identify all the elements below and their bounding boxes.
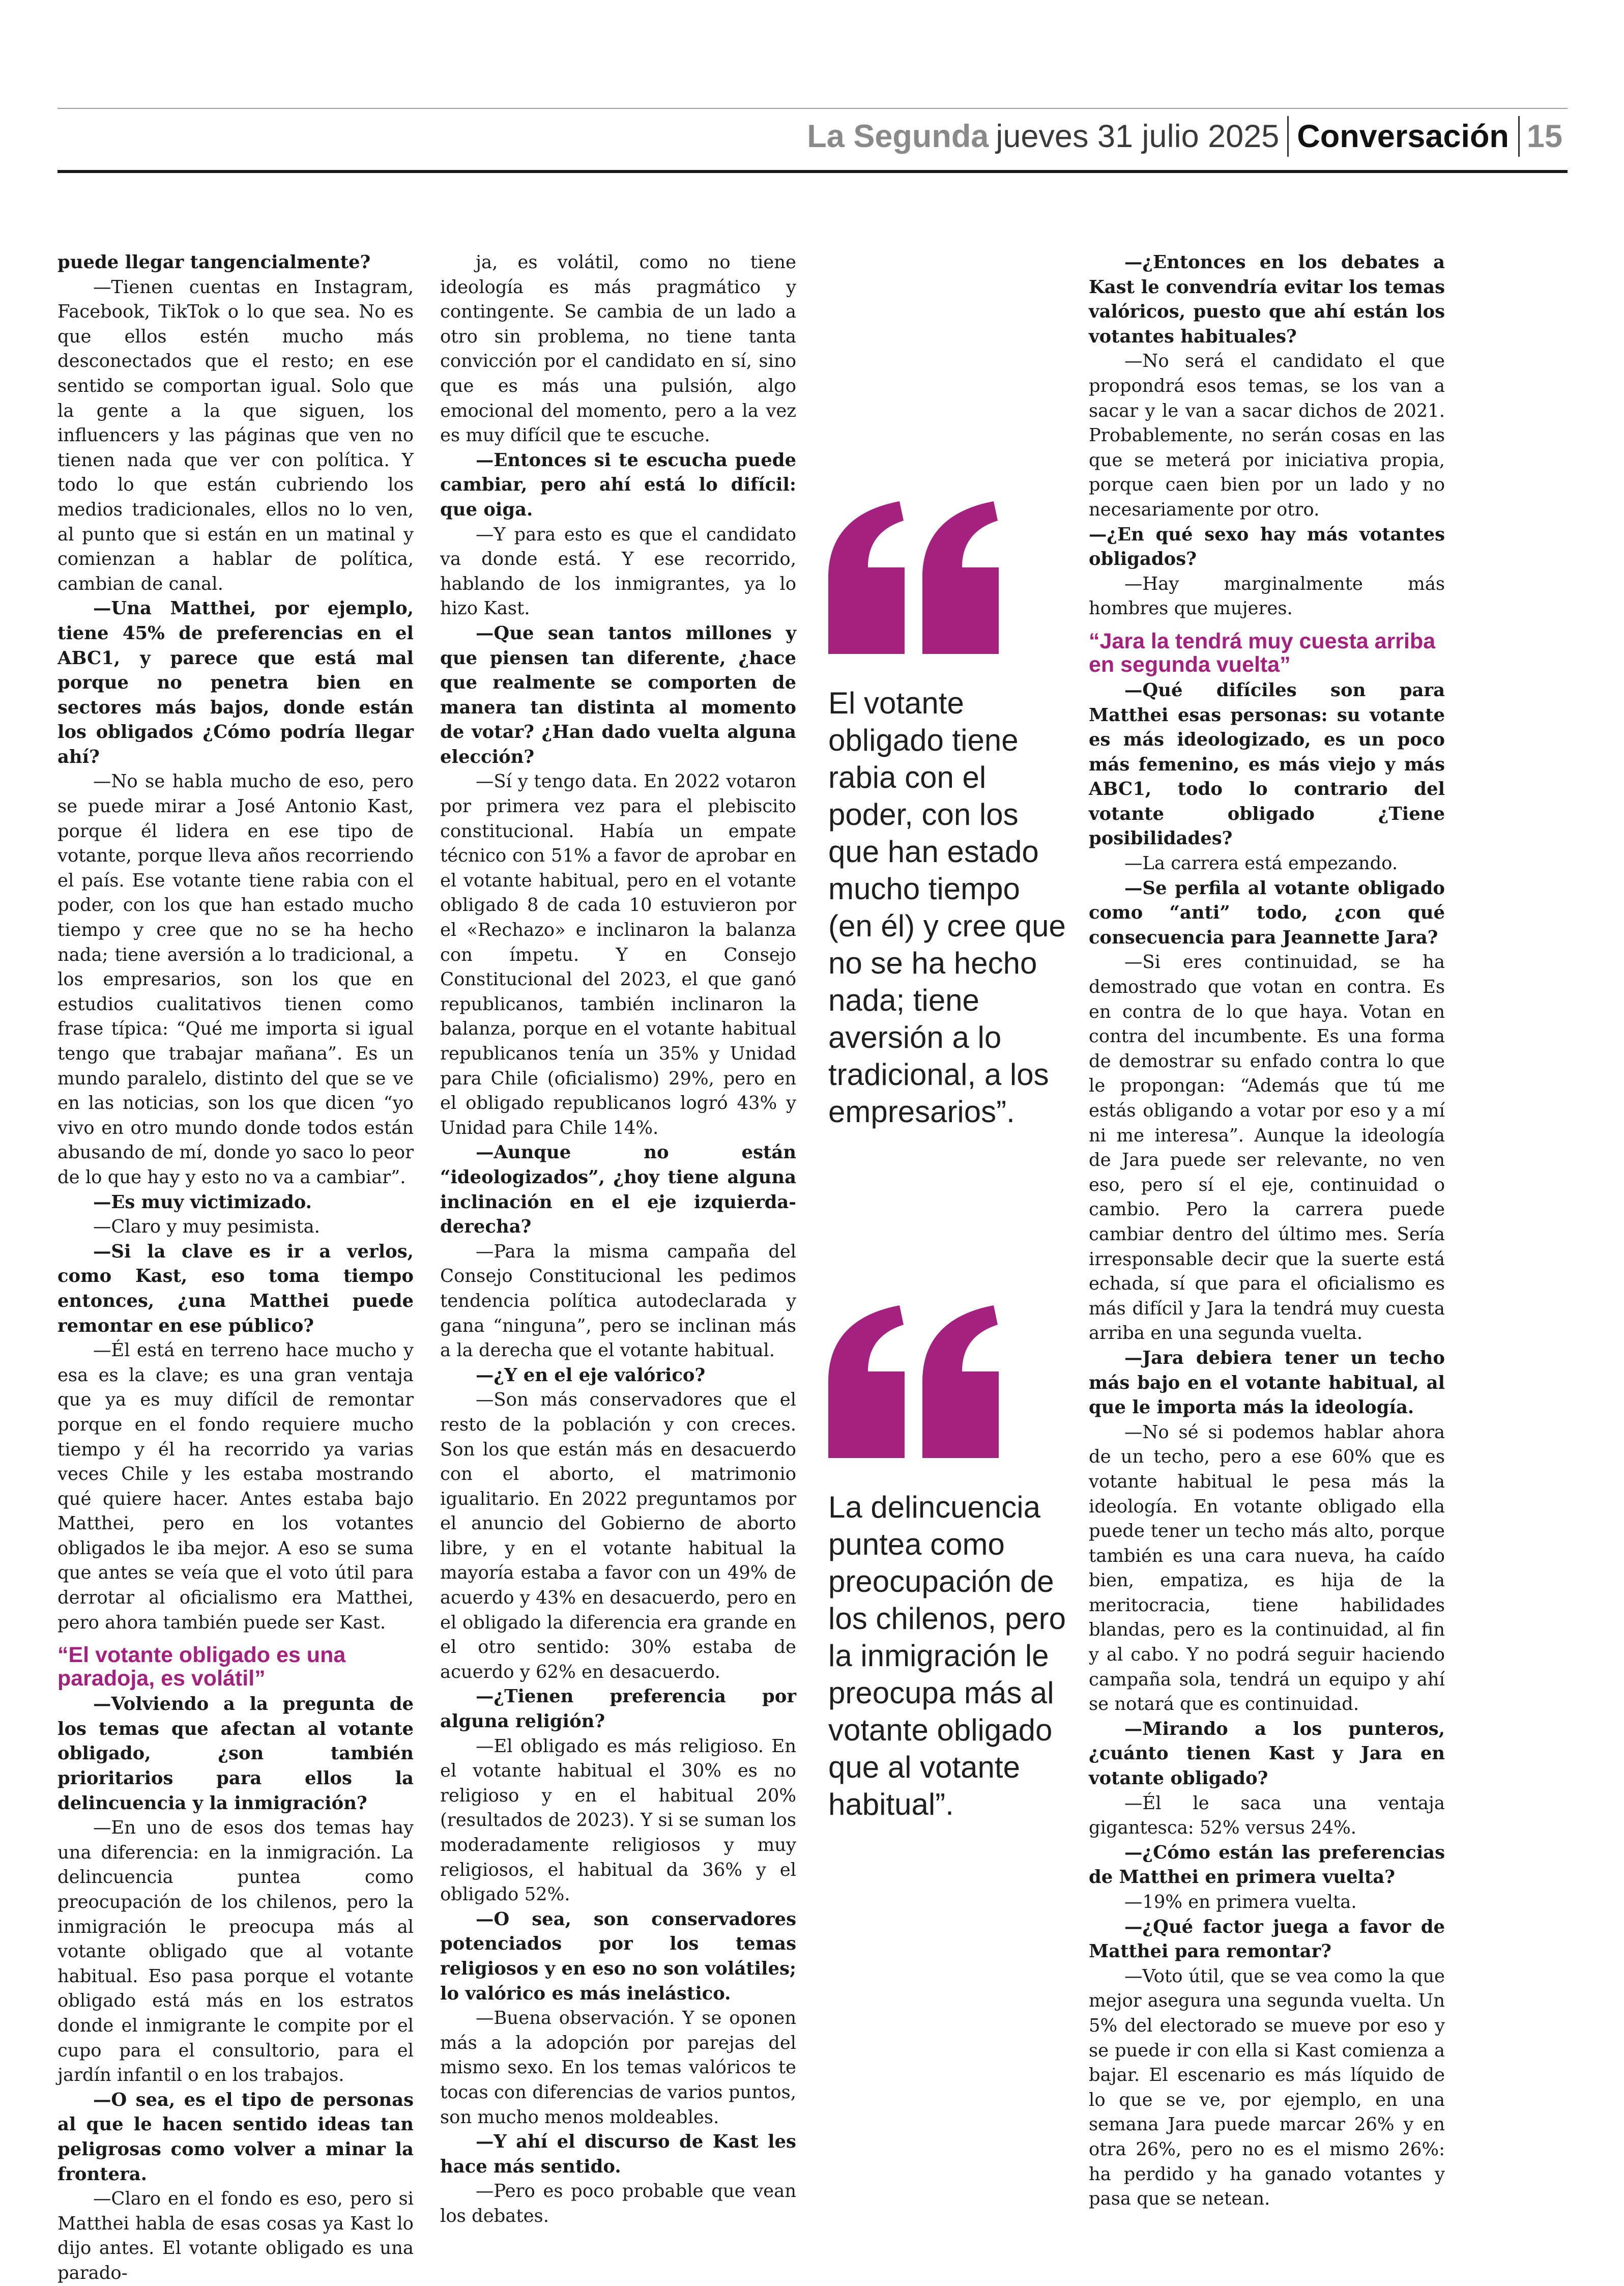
header-divider <box>1287 116 1289 157</box>
interview-answer: —En uno de esos dos temas hay una diferencia: en la inmigración. La delincuencia puntea como preocupación de los chilenos, pero la inmigración le preocupa más al votante obligado que al votante habitual. Eso pasa porque el votante obligado está más en los estratos donde el inmigrante le compite por el cupo para el consultorio, para el jardín infantil o en los trabajos. <box>57 1817 414 2086</box>
interview-answer: —Él le saca una ventaja gigantesca: 52% versus 24%. <box>1089 1792 1445 1839</box>
interview-question: puede llegar tangencialmente? <box>57 252 371 273</box>
interview-question: —Es muy victimizado. <box>93 1191 312 1213</box>
interview-question: —Aunque no están “ideologizados”, ¿hoy tiene alguna inclinación en el eje izquierda-derecha? <box>440 1142 796 1238</box>
pull-quote-1: El votante obligado tiene rabia con el poder, con los que han estado mucho tiempo (en él) y cree que no se ha hecho nada; tiene aversión a lo tradicional, a los empresarios”. <box>828 686 1066 1129</box>
interview-answer: —Voto útil, que se vea como la que mejor asegura una segunda vuelta. Un 5% del electorado se mueve por eso y se puede ir con ella si Kast comienza a bajar. El escenario es más líquido de lo que se ve, por ejemplo, en una semana Jara puede marcar 26% y en otra 26%, pero no es el mismo 26%: ha perdido y ha ganado votantes y pasa que se netean. <box>1089 1965 1445 2210</box>
interview-answer: —La carrera está empezando. <box>1124 853 1398 874</box>
interview-answer: ja, es volátil, como no tiene ideología es más pragmático y contingente. Se cambia de un lado a otro sin problema, no tiene tanta convicción por el candidato en sí, sino que es más una pulsión, algo emocional del momento, pero a la vez es muy difícil que te escuche. <box>440 252 796 446</box>
quote-mark-icon <box>828 1305 1001 1458</box>
subheading: “Jara la tendrá muy cuesta arriba en segunda vuelta” <box>1089 628 1436 677</box>
article-column-2 <box>440 250 797 2226</box>
issue-date: jueves 31 julio 2025 <box>996 119 1280 154</box>
interview-question: —O sea, es el tipo de personas al que le hacen sentido ideas tan peligrosas como volver a minar la frontera. <box>57 2089 414 2185</box>
masthead <box>57 114 1562 159</box>
interview-question: —Entonces si te escucha puede cambiar, pero ahí está lo difícil: que oiga. <box>440 449 796 520</box>
article-column-3 <box>1089 250 1445 2210</box>
interview-question: —Volviendo a la pregunta de los temas que afectan al votante obligado, ¿son también prioritarios para ellos la delincuencia y la inmigración? <box>57 1694 414 1814</box>
interview-answer: —Si eres continuidad, se ha demostrado que votan en contra. Es en contra de lo que haya. Votan en contra del incumbente. Es una forma de demostrar su enfado contra lo que le propongan: “Además que tú me estás obligando a votar por eso y a mí ni me interesa”. Aunque la ideología de Jara puede ser relevante, no ven eso, pero sí el eje, continuidad o cambio. Pero la carrera puede cambiar dentro del último mes. Sería irresponsable decir que la suerte está echada, sí que para el oficialismo es más difícil y Jara la tendrá muy cuesta arriba en una segunda vuelta. <box>1089 952 1445 1344</box>
interview-question: —¿En qué sexo hay más votantes obligados? <box>1089 524 1445 570</box>
interview-question: —Si la clave es ir a verlos, como Kast, eso toma tiempo entonces, ¿una Matthei puede remontar en ese público? <box>57 1241 414 1336</box>
page-number: 15 <box>1526 119 1562 154</box>
interview-answer: —Tienen cuentas en Instagram, Facebook, TikTok o lo que sea. No es que ellos estén mucho más desconectados que el resto; en ese sentido se comportan igual. Solo que la gente a la que siguen, los influencers y las páginas que ven no tienen nada que ver con política. Y todo lo que están cubriendo los medios tradicionales, ellos no lo ven, al punto que si están en un matinal y comienzan a hablar de política, cambian de canal. <box>57 276 414 594</box>
interview-answer: —Son más conservadores que el resto de la población y con creces. Son los que están más en desacuerdo con el aborto, el matrimonio igualitario. En 2022 preguntamos por el anuncio del Gobierno de aborto libre, y en el votante habitual la mayoría estaba a favor con un 49% de acuerdo y 43% en desacuerdo, pero en el obligado la diferencia era grande en el otro sentido: 30% estaba de acuerdo y 62% en desacuerdo. <box>440 1389 796 1682</box>
interview-question: —Jara debiera tener un techo más bajo en el votante habitual, al que le importa más la ideología. <box>1089 1347 1445 1418</box>
article-column-1 <box>57 250 414 2283</box>
interview-answer: —Claro en el fondo es eso, pero si Matthei habla de esas cosas ya Kast lo dijo antes. El votante obligado es una parado- <box>57 2188 414 2283</box>
interview-question: —Y ahí el discurso de Kast les hace más sentido. <box>440 2131 796 2177</box>
interview-question: —Se perfila al votante obligado como “anti” todo, ¿con qué consecuencia para Jeannette Jara? <box>1089 877 1445 948</box>
interview-answer: —Claro y muy pesimista. <box>93 1216 320 1238</box>
interview-question: —Una Matthei, por ejemplo, tiene 45% de preferencias en el ABC1, y parece que está mal porque no penetra bien en sectores más bajos, donde están los obligados ¿Cómo podría llegar ahí? <box>57 598 414 767</box>
brand-name: La Segunda <box>807 119 989 154</box>
interview-answer: —No se habla mucho de eso, pero se puede mirar a José Antonio Kast, porque él lidera en ese tipo de votante, porque lleva años recorriendo el país. Ese votante tiene rabia con el poder, con los que han estado mucho tiempo y cree que no se ha hecho nada; tiene aversión a lo tradicional, a los empresarios, son los que en estudios cualitativos tienen como frase típica: “Qué me importa si igual tengo que trabajar mañana”. Es un mundo paralelo, distinto del que se ve en las noticias, son los que dicen “yo vivo en otro mundo donde todos están abusando de mí, donde yo saco lo peor de lo que hay y esto no va a cambiar”. <box>57 771 414 1188</box>
interview-question: —¿Qué factor juega a favor de Matthei para remontar? <box>1089 1916 1445 1962</box>
header-divider <box>1518 116 1520 157</box>
interview-answer: —No será el candidato el que propondrá esos temas, se los van a sacar y le van a sacar dichos de 2021. Probablemente, no serán cosas en las que se meterá por iniciativa propia, porque caen bien por un lado y no necesariamente por otro. <box>1089 351 1445 520</box>
interview-answer: —Pero es poco probable que vean los debates. <box>440 2181 796 2226</box>
section-name: Conversación <box>1297 119 1509 154</box>
interview-answer: —Buena observación. Y se oponen más a la adopción por parejas del mismo sexo. En los temas valóricos te tocas con diferencias de varios puntos, son mucho menos moldeables. <box>440 2008 796 2128</box>
interview-question: —¿Tienen preferencia por alguna religión? <box>440 1686 796 1732</box>
interview-question: —¿Y en el eje valórico? <box>476 1364 706 1386</box>
subheading: “El votante obligado es una paradoja, es volátil” <box>57 1643 346 1691</box>
interview-question: —¿Cómo están las preferencias de Matthei en primera vuelta? <box>1089 1842 1445 1888</box>
interview-answer: —Y para esto es que el candidato va donde está. Y ese recorrido, hablando de los inmigrantes, ya lo hizo Kast. <box>440 524 796 619</box>
interview-answer: —No sé si podemos hablar ahora de un techo, pero a ese 60% que es votante habitual le pesa más la ideología. En votante obligado ella puede tener un techo más alto, porque también es una cara nueva, ha caído bien, empatiza, es hija de la meritocracia, tiene habilidades blandas, pero es la continuidad, al fin y al cabo. Y no podrá seguir haciendo campaña sola, tendrá un equipo y ahí se notará que es continuidad. <box>1089 1421 1445 1715</box>
interview-question: —O sea, son conservadores potenciados por los temas religiosos y en eso no son volátiles; lo valórico es más inelástico. <box>440 1908 796 2004</box>
interview-answer: —Él está en terreno hace mucho y esa es la clave; es una gran ventaja que ya es muy difícil de remontar porque en el fondo requiere mucho tiempo y él ha recorrido ya varias veces Chile y les estaba mostrando qué quiere hacer. Antes estaba bajo Matthei, pero en los votantes obligados le iba mejor. A eso se suma que antes se veía que el voto útil para derrotar al oficialismo era Matthei, pero ahora también puede ser Kast. <box>57 1340 414 1633</box>
interview-question: —Qué difíciles son para Matthei esas personas: su votante es más ideologizado, es un poco más femenino, es más viejo y más ABC1, todo lo contrario del votante obligado ¿Tiene posibilidades? <box>1089 679 1445 849</box>
interview-question: —¿Entonces en los debates a Kast le convendría evitar los temas valóricos, puesto que ahí están los votantes habituales? <box>1089 252 1445 347</box>
interview-answer: —Hay marginalmente más hombres que mujeres. <box>1089 573 1445 619</box>
interview-answer: —Sí y tengo data. En 2022 votaron por primera vez para el plebiscito constitucional. Había un empate técnico con 51% a favor de aprobar en el votante habitual, pero en el votante obligado 8 de cada 10 estuvieron por el «Rechazo» e inclinaron la balanza con ímpetu. Y en Consejo Constitucional del 2023, el que ganó republicanos, también inclinaron la balanza, porque en el votante habitual republicanos tenía un 35% y Unidad para Chile (oficialismo) 29%, pero en el obligado republicanos logró 43% y Unidad para Chile 14%. <box>440 771 796 1138</box>
interview-answer: —19% en primera vuelta. <box>1124 1892 1357 1912</box>
interview-answer: —Para la misma campaña del Consejo Constitucional les pedimos tendencia política autodeclarada y gana “ninguna”, pero se inclinan más a la derecha que el votante habitual. <box>440 1241 796 1361</box>
header-top-line <box>57 108 1568 109</box>
pull-quote-2: La delincuencia puntea como preocupación de los chilenos, pero la inmigración le preocupa más al votante obligado que al votante habitual”. <box>828 1490 1066 1821</box>
interview-question: —Mirando a los punteros, ¿cuánto tienen Kast y Jara en votante obligado? <box>1089 1718 1445 1789</box>
quote-mark-icon <box>828 501 1001 654</box>
interview-question: —Que sean tantos millones y que piensen tan diferente, ¿hace que realmente se comporten de manera tan distinta al momento de votar? ¿Han dado vuelta alguna elección? <box>440 622 796 767</box>
header-rule <box>57 170 1568 173</box>
interview-answer: —El obligado es más religioso. En el votante habitual el 30% es no religioso y en el habitual 20% (resultados de 2023). Y si se suman los moderadamente religiosos y muy religiosos, el habitual da 36% y el obligado 52%. <box>440 1735 797 1905</box>
